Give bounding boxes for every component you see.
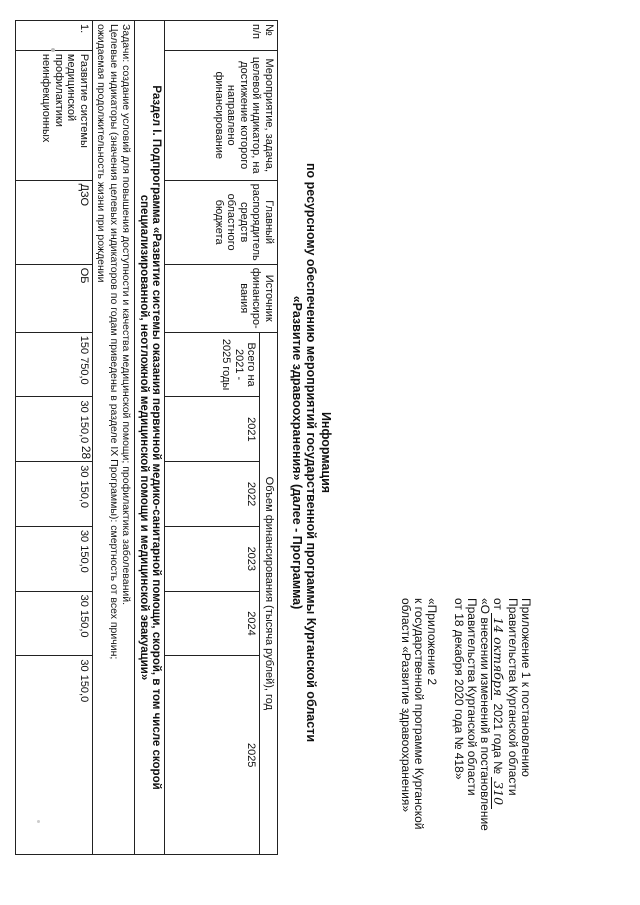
tasks-line-1: Задачи: создание условий для повышения доступности и качества медицинской помощи; профилактика заболеваний. xyxy=(120,24,133,606)
row-value-2022: 30 150,0 xyxy=(16,462,93,527)
appendix-line-7: «Приложение 2 xyxy=(425,598,440,686)
header-year-2025: 2025 xyxy=(165,656,260,855)
title-line-3: «Развитие здравоохранения» (далее - Программа) xyxy=(290,295,304,610)
header-year-2023: 2023 xyxy=(165,526,260,591)
row-measure: Развитие системы медицинской профилактики неинфекционных xyxy=(16,50,93,180)
header-source: Источник финансиро-вания xyxy=(165,264,278,332)
scan-speck xyxy=(37,820,40,823)
title-line-2: по ресурсному обеспечению мероприятий государственной программы Курганской области xyxy=(304,162,319,743)
header-year-2021: 2021 xyxy=(165,397,260,462)
header-year-2022: 2022 xyxy=(165,462,260,527)
tasks-row xyxy=(93,21,136,855)
tasks-line-3: ожидаемая продолжительность жизни при рождении xyxy=(95,24,108,283)
appendix-line-1: Приложение 1 к постановлению xyxy=(519,598,533,777)
section-title xyxy=(135,21,165,855)
appendix-date-line xyxy=(491,598,505,898)
header-row-1 xyxy=(260,21,278,855)
appendix-line-2: Правительства Курганской области xyxy=(505,598,520,796)
header-year-2024: 2024 xyxy=(165,591,260,656)
row-value-2025: 30 150,0 xyxy=(16,656,93,855)
appendix-line-5: Правительства Курганской области xyxy=(464,598,479,796)
row-num: 1. xyxy=(16,21,93,51)
header-funding-group: Объем финансирования (тысяча рублей), год xyxy=(260,332,278,854)
section-row xyxy=(135,21,165,855)
section-title-line-2: специализированной, неотложной медицинской помощи и медицинской эвакуации» xyxy=(138,194,150,681)
tasks-line-2: Целевые индикаторы (значения целевых индикаторов по годам приведены в разделе IX Программы): смертность от всех причин; xyxy=(108,24,120,660)
tasks-cell xyxy=(93,21,136,855)
header-manager: Главный распорядитель средств областного бюджета xyxy=(165,180,278,264)
row-manager: ДЗО xyxy=(16,180,93,264)
header-num: № п/п xyxy=(165,21,278,51)
row-value-2023: 30 150,0 xyxy=(16,526,93,591)
scan-speck xyxy=(51,48,55,52)
appendix-line-4: «О внесении изменений в постановление xyxy=(478,598,493,831)
appendix-line-9: области «Развитие здравоохранения» xyxy=(398,598,413,813)
appendix-line-6: от 18 декабря 2020 года № 418» xyxy=(451,598,466,780)
appendix-date-prefix: от xyxy=(491,598,506,610)
appendix-line-8: к государственной программе Курганской xyxy=(411,598,426,830)
funding-table xyxy=(15,20,278,855)
row-value-2024: 30 150,0 xyxy=(16,591,93,656)
handwritten-number: 310 xyxy=(491,777,505,809)
row-source: ОБ xyxy=(16,264,93,332)
row-value-2021: 30 150,0 xyxy=(16,397,93,462)
page-number: 28 xyxy=(79,445,93,460)
handwritten-date: 14 октября xyxy=(491,613,505,700)
title-line-1: Информация xyxy=(319,411,333,494)
appendix-block xyxy=(398,598,532,898)
header-measure: Мероприятие, задача, целевой индикатор, на достижение которого направлено финансирование xyxy=(165,50,278,180)
table-row xyxy=(16,21,93,855)
header-total: Всего на 2021 - 2025 годы xyxy=(165,332,260,397)
appendix-date-year: 2021 года № xyxy=(491,703,506,774)
row-total: 150 750,0 xyxy=(16,332,93,397)
document-title xyxy=(290,0,334,905)
section-title-line-1: Раздел I. Подпрограмма «Развитие системы оказания первичной медико-санитарной помощи, скорой, в том числе скорой xyxy=(150,85,163,790)
